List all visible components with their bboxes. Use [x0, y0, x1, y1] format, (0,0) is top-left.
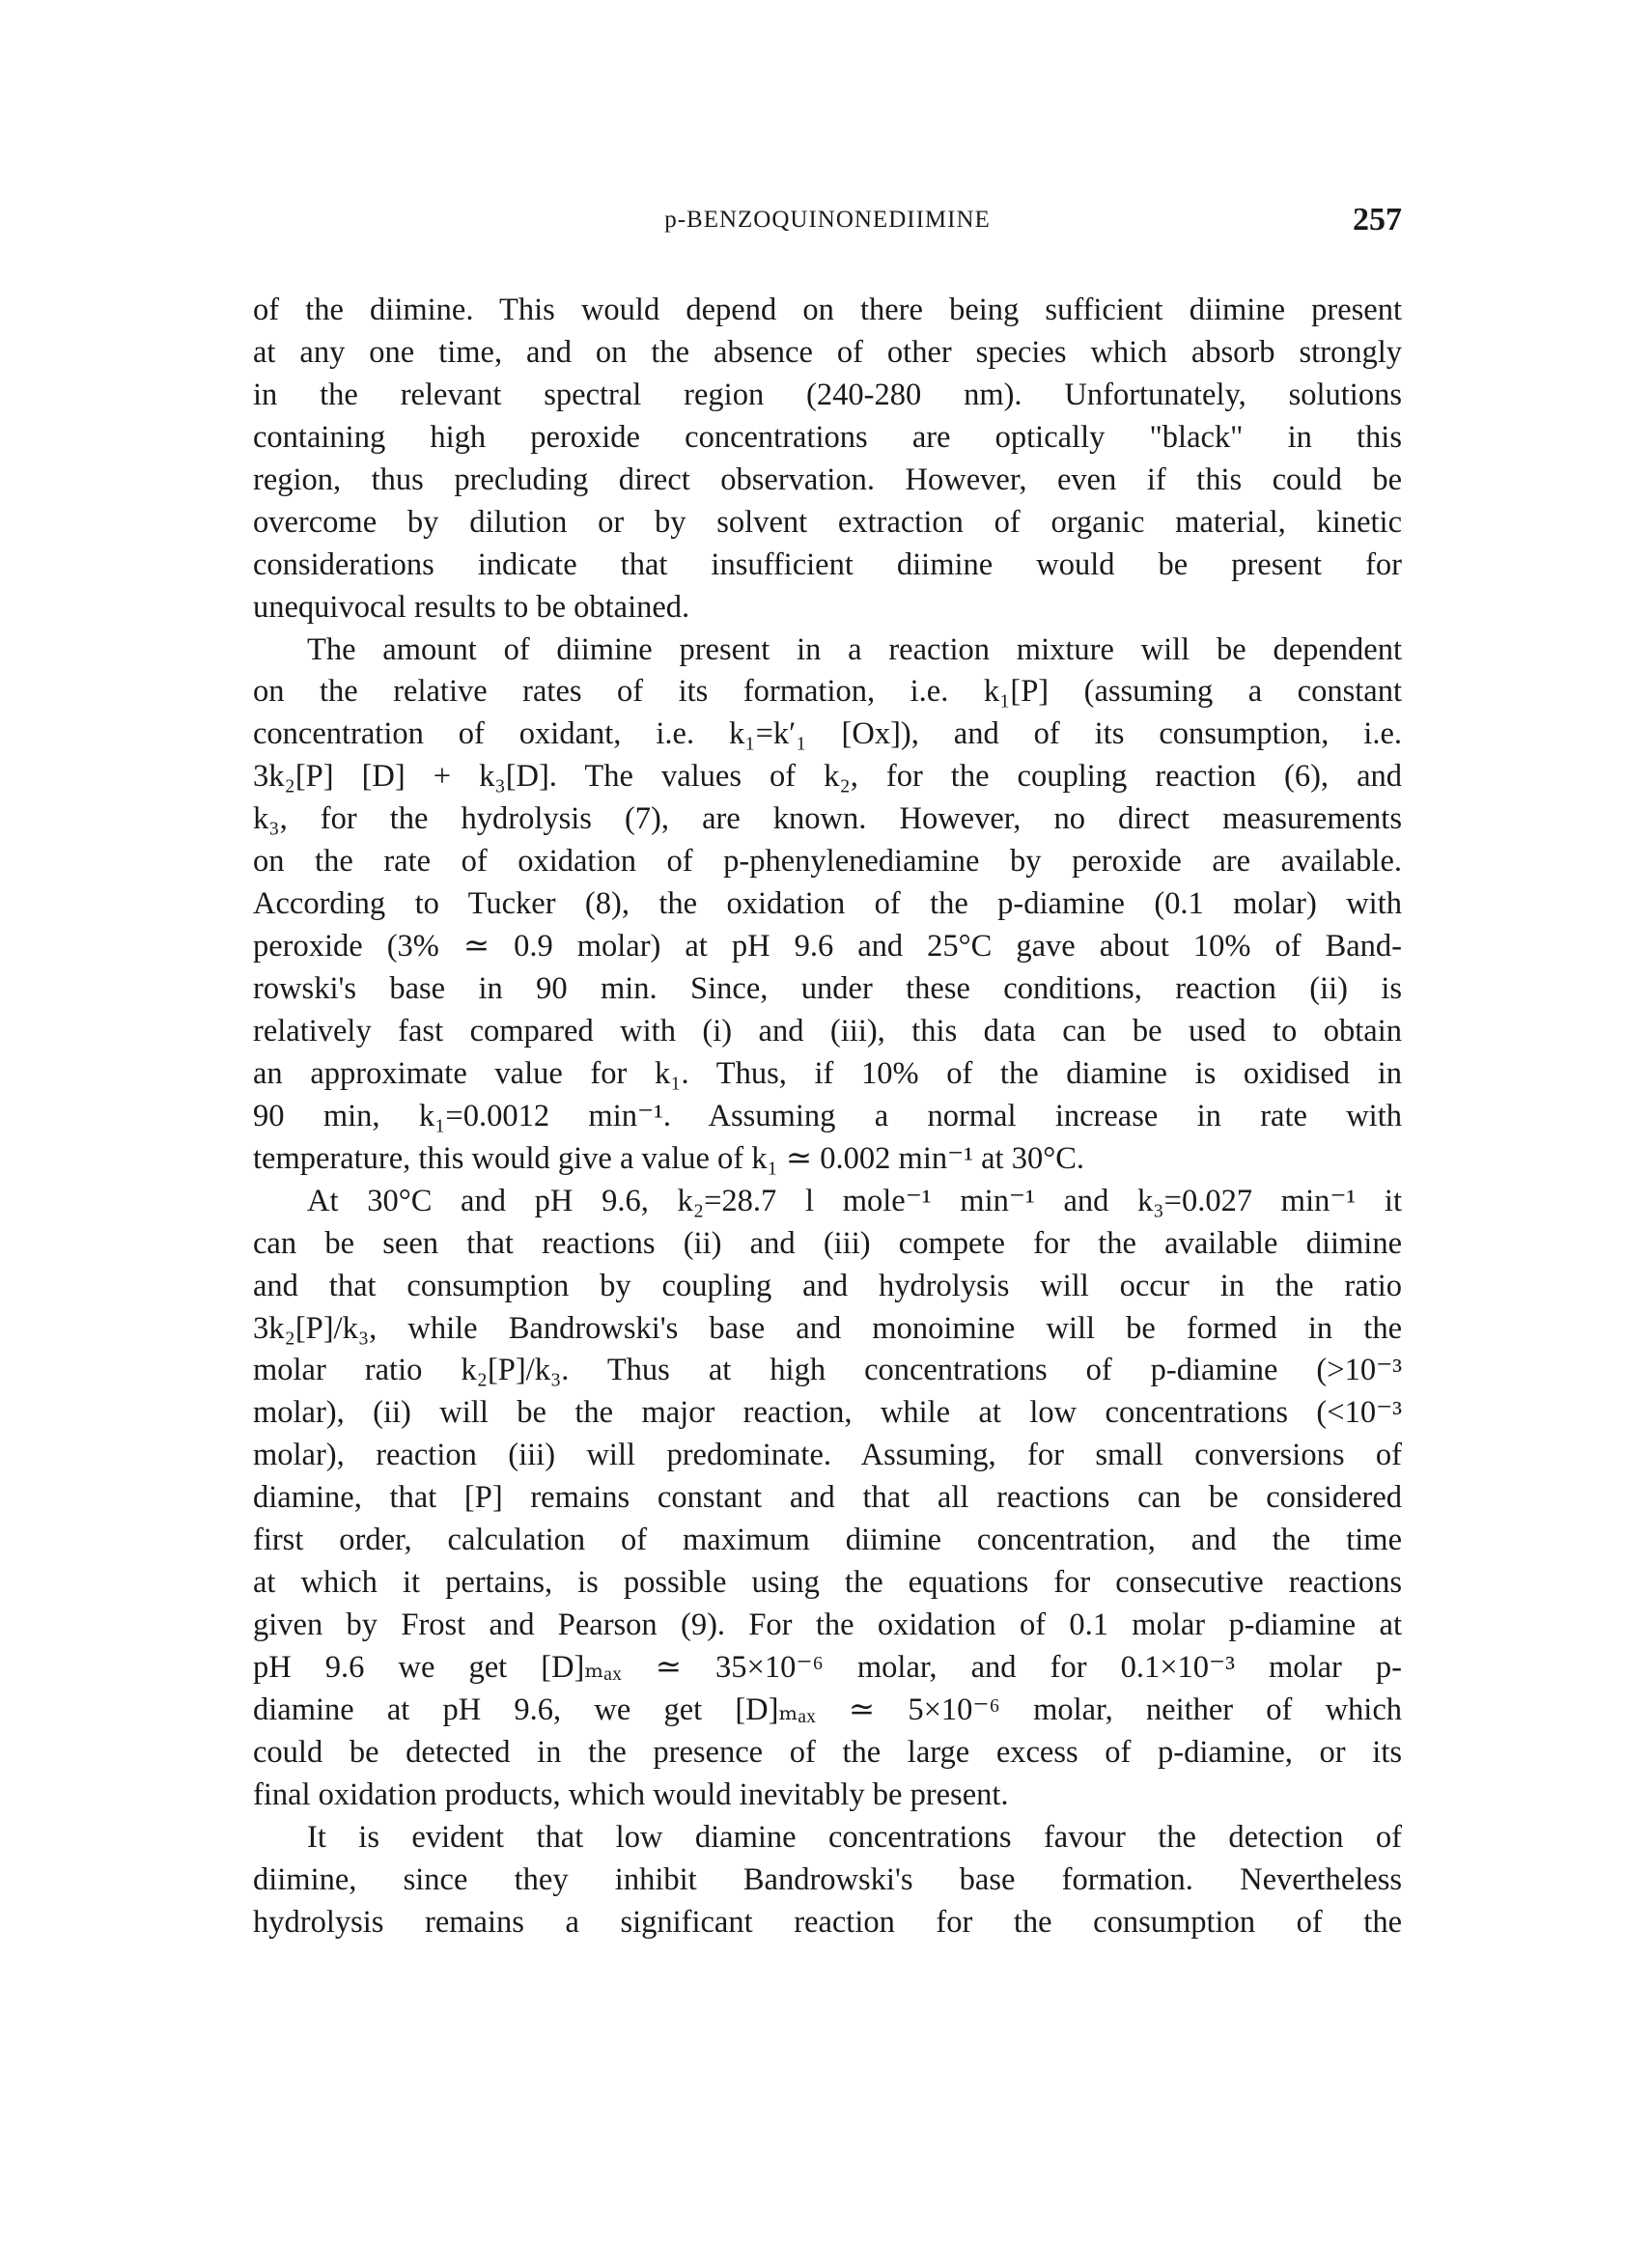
text-line: molar), (ii) will be the major reaction, while at low concentrations (<10⁻³	[253, 1395, 1402, 1431]
text-line: 90 min, k₁=0.0012 min⁻¹. Assuming a normal increase in rate with	[253, 1098, 1402, 1133]
running-header	[253, 199, 1402, 241]
text-line: at any one time, and on the absence of other species which absorb strongly	[253, 334, 1402, 370]
text-line: at which it pertains, is possible using the equations for consecutive reactions	[253, 1565, 1402, 1601]
text-line: The amount of diimine present in a reaction mixture will be dependent	[307, 631, 1402, 667]
paragraph	[253, 290, 1402, 629]
text-line: on the relative rates of its formation, i.e. k₁[P] (assuming a constant	[253, 674, 1402, 710]
text-line: molar ratio k₂[P]/k₃. Thus at high concentrations of p-diamine (>10⁻³	[253, 1353, 1402, 1388]
text-line: molar), reaction (iii) will predominate. Assuming, for small conversions of	[253, 1438, 1402, 1473]
text-line: containing high peroxide concentrations are optically "black" in this	[253, 419, 1402, 455]
text-line: unequivocal results to be obtained.	[253, 589, 690, 625]
text-line: pH 9.6 we get [D]ₘₐₓ ≃ 35×10⁻⁶ molar, and for 0.1×10⁻³ molar p-	[253, 1650, 1402, 1685]
text-line: At 30°C and pH 9.6, k₂=28.7 l mole⁻¹ min⁻¹ and k₃=0.027 min⁻¹ it	[307, 1183, 1402, 1218]
text-line: of the diimine. This would depend on there being sufficient diimine present	[253, 293, 1402, 327]
text-line: an approximate value for k₁. Thus, if 10% of the diamine is oxidised in	[253, 1055, 1402, 1091]
text-line: considerations indicate that insufficient diimine would be present for	[253, 546, 1402, 582]
text-line: peroxide (3% ≃ 0.9 molar) at pH 9.6 and 25°C gave about 10% of Band-	[253, 929, 1402, 965]
text-line: diamine at pH 9.6, we get [D]ₘₐₓ ≃ 5×10⁻⁶ molar, neither of which	[253, 1692, 1402, 1727]
paragraph	[253, 1181, 1402, 1817]
text-line: hydrolysis remains a significant reaction for the consumption of the	[253, 1904, 1402, 1940]
text-line: and that consumption by coupling and hydrolysis will occur in the ratio	[253, 1268, 1402, 1303]
text-line: rowski's base in 90 min. Since, under these conditions, reaction (ii) is	[253, 971, 1402, 1006]
text-line: temperature, this would give a value of k₁ ≃ 0.002 min⁻¹ at 30°C.	[253, 1140, 1084, 1176]
text-line: final oxidation products, which would inevitably be present.	[253, 1776, 1009, 1812]
body-text	[253, 290, 1402, 1944]
text-line: relatively fast compared with (i) and (iii), this data can be used to obtain	[253, 1013, 1402, 1049]
text-line: in the relevant spectral region (240-280 nm). Unfortunately, solutions	[253, 377, 1402, 412]
paragraph	[253, 1817, 1402, 1944]
text-line: first order, calculation of maximum diimine concentration, and the time	[253, 1523, 1402, 1558]
text-line: diamine, that [P] remains constant and that all reactions can be considered	[253, 1480, 1402, 1516]
text-line: region, thus precluding direct observation. However, even if this could be	[253, 461, 1402, 497]
text-line: 3k₂[P] [D] + k₃[D]. The values of k₂, for the coupling reaction (6), and	[253, 759, 1402, 795]
text-line: overcome by dilution or by solvent extraction of organic material, kinetic	[253, 504, 1402, 540]
text-line: given by Frost and Pearson (9). For the oxidation of 0.1 molar p-diamine at	[253, 1608, 1402, 1643]
text-line: diimine, since they inhibit Bandrowski's base formation. Nevertheless	[253, 1861, 1402, 1897]
text-line: 3k₂[P]/k₃, while Bandrowski's base and monoimine will be formed in the	[253, 1310, 1402, 1346]
page-number: 257	[1353, 202, 1402, 238]
paragraph	[253, 629, 1402, 1181]
text-line: could be detected in the presence of the large excess of p-diamine, or its	[253, 1734, 1402, 1770]
text-line: concentration of oxidant, i.e. k₁=k′₁ [Ox]), and of its consumption, i.e.	[253, 716, 1402, 752]
text-line: k₃, for the hydrolysis (7), are known. However, no direct measurements	[253, 801, 1402, 837]
text-line: on the rate of oxidation of p-phenylenediamine by peroxide are available.	[253, 844, 1402, 880]
running-title: p-BENZOQUINONEDIIMINE	[664, 207, 991, 233]
text-line: According to Tucker (8), the oxidation of the p-diamine (0.1 molar) with	[253, 886, 1402, 922]
text-line: It is evident that low diamine concentrations favour the detection of	[307, 1819, 1402, 1855]
text-line: can be seen that reactions (ii) and (iii) compete for the available diimine	[253, 1225, 1402, 1261]
